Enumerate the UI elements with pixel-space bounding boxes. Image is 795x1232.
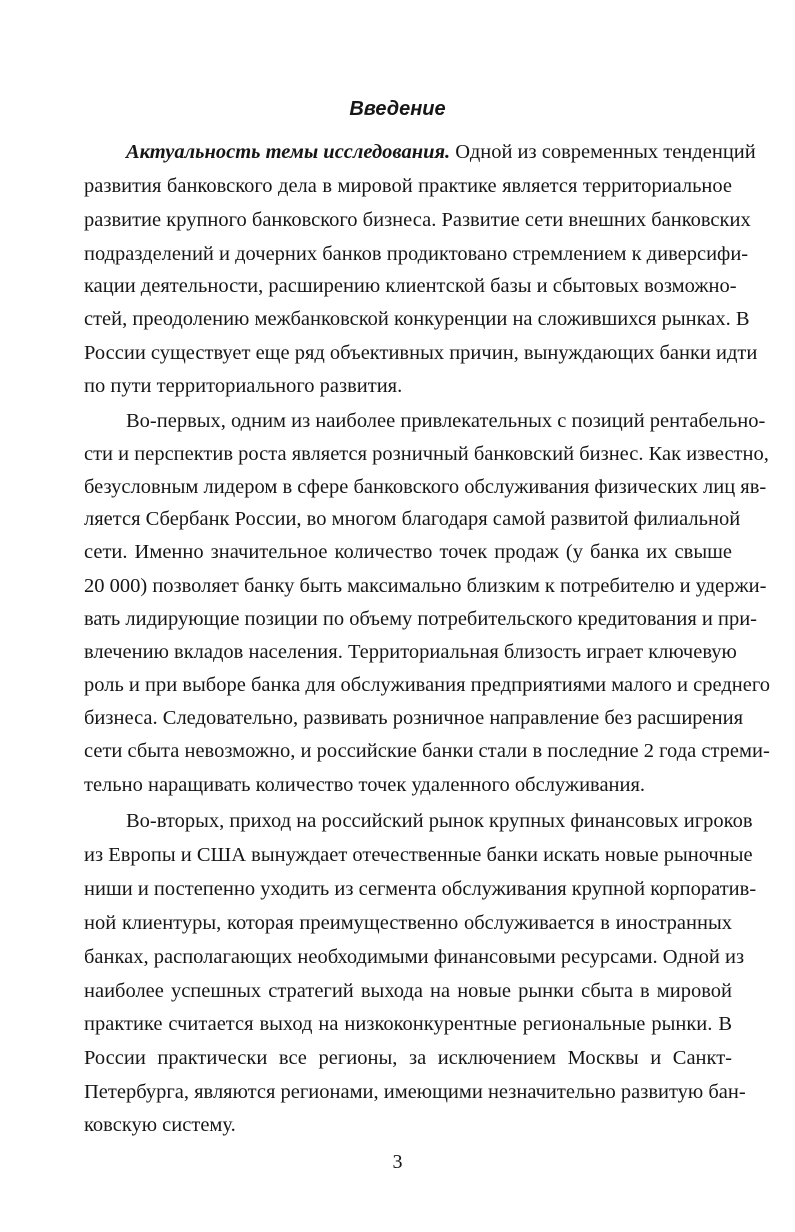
- text-line: развитие крупного банковского бизнеса. Развитие сети внешних банковских: [84, 209, 751, 231]
- text-line: роль и при выборе банка для обслуживания предприятиями малого и среднего: [84, 674, 770, 696]
- lead-phrase: Актуальность темы исследования.: [126, 141, 451, 163]
- text-line: по пути территориального развития.: [84, 375, 403, 397]
- text-line: практике считается выход на низкоконкурентные региональные рынки. В: [84, 1013, 732, 1035]
- text-line: стей, преодолению межбанковской конкуренции на сложившихся рынках. В: [84, 308, 750, 330]
- text-line: ляется Сбербанк России, во многом благодаря самой развитой филиальной: [84, 508, 741, 530]
- text-line: бизнеса. Следовательно, развивать розничное направление без расширения: [84, 707, 744, 729]
- section-heading: Введение: [349, 98, 446, 120]
- text-line: России практически все регионы, за исключением Москвы и Санкт-: [84, 1047, 732, 1069]
- text-line: ковскую систему.: [84, 1114, 236, 1136]
- lead-continuation: Одной из современных тенденций: [450, 141, 756, 163]
- text-line: банках, располагающих необходимыми финансовыми ресурсами. Одной из: [84, 946, 745, 968]
- text-line: подразделений и дочерних банков продиктовано стремлением к диверсифи-: [84, 243, 749, 265]
- text-line: ниши и постепенно уходить из сегмента обслуживания крупной корпоратив-: [84, 878, 757, 900]
- text-line: 20 000) позволяет банку быть максимально близким к потребителю и удержи-: [84, 575, 767, 597]
- text-line: ной клиентуры, которая преимущественно обслуживается в иностранных: [84, 912, 732, 934]
- page-number: 3: [392, 1151, 403, 1173]
- text-line: России существует еще ряд объективных причин, вынуждающих банки идти: [84, 342, 758, 364]
- text-line: влечению вкладов населения. Территориальная близость играет ключевую: [84, 641, 737, 663]
- text-line: безусловным лидером в сфере банковского обслуживания физических лиц яв-: [84, 476, 767, 498]
- text-line: Во-вторых, приход на российский рынок крупных финансовых игроков: [126, 810, 753, 832]
- text-line: сти и перспектив роста является розничный банковский бизнес. Как известно,: [84, 443, 769, 465]
- text-line: из Европы и США вынуждает отечественные банки искать новые рыночные: [84, 844, 753, 866]
- text-line: развития банковского дела в мировой практике является территориальное: [84, 175, 732, 197]
- text-line: Петербурга, являются регионами, имеющими незначительно развитую бан-: [84, 1081, 746, 1103]
- text-line: тельно наращивать количество точек удаленного обслуживания.: [84, 774, 646, 796]
- text-line: кации деятельности, расширению клиентской базы и сбытовых возможно-: [84, 275, 737, 297]
- text-line: сети. Именно значительное количество точек продаж (у банка их свыше: [84, 541, 732, 563]
- text-line: Во-первых, одним из наиболее привлекательных с позиций рентабельно-: [126, 410, 766, 432]
- text-line: наиболее успешных стратегий выхода на новые рынки сбыта в мировой: [84, 980, 732, 1002]
- text-line: [126, 135, 756, 169]
- text-line: сети сбыта невозможно, и российские банки стали в последние 2 года стреми-: [84, 740, 770, 762]
- text-line: вать лидирующие позиции по объему потребительского кредитования и при-: [84, 608, 758, 630]
